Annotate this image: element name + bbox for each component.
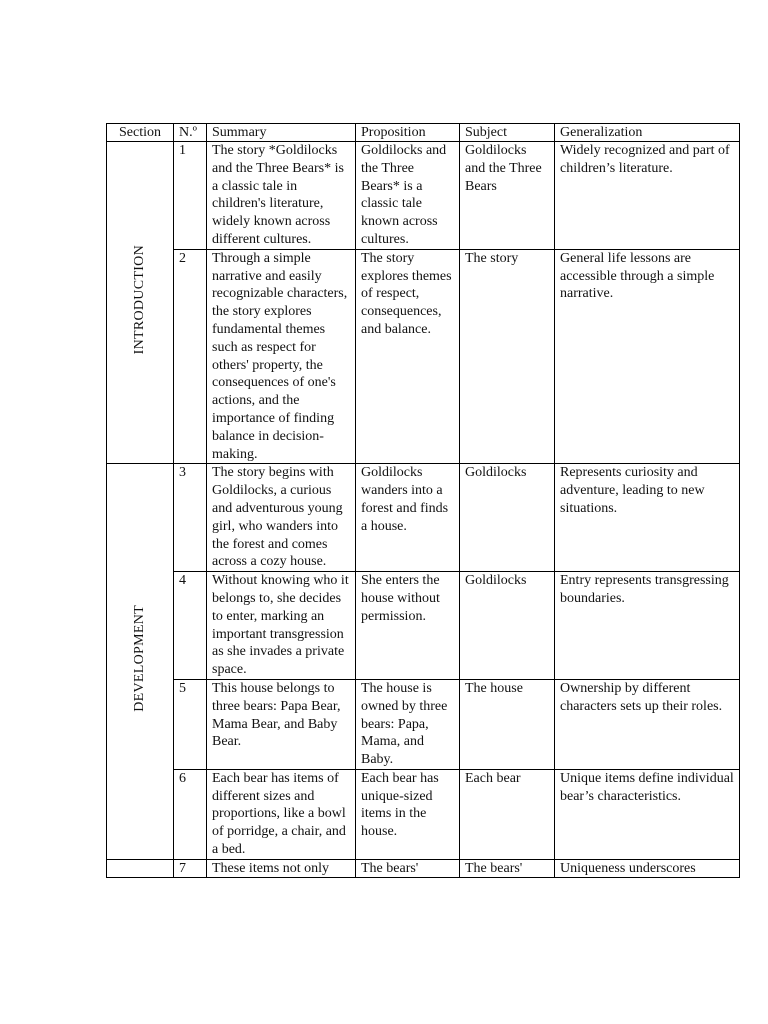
row-number: 4 (174, 572, 207, 680)
analysis-table (106, 123, 740, 878)
header-summary: Summary (207, 124, 356, 142)
row-number: 1 (174, 142, 207, 250)
table-row (107, 572, 740, 680)
summary-cell: The story *Goldilocks and the Three Bears* is a classic tale in children's literature, widely known across different cultures. (207, 142, 356, 250)
row-number: 7 (174, 859, 207, 877)
proposition-cell: The bears' (356, 859, 460, 877)
subject-cell: The story (460, 249, 555, 464)
row-number: 6 (174, 769, 207, 859)
table-row (107, 859, 740, 877)
subject-cell: Goldilocks and the Three Bears (460, 142, 555, 250)
section-cell-introduction (107, 142, 174, 464)
section-label: DEVELOPMENT (132, 605, 148, 713)
table-row (107, 464, 740, 572)
header-section: Section (107, 124, 174, 142)
row-number: 5 (174, 679, 207, 769)
row-number: 3 (174, 464, 207, 572)
summary-cell: This house belongs to three bears: Papa Bear, Mama Bear, and Baby Bear. (207, 679, 356, 769)
header-row (107, 124, 740, 142)
summary-cell: Each bear has items of different sizes and proportions, like a bowl of porridge, a chair, and a bed. (207, 769, 356, 859)
generalization-cell: Ownership by different characters sets up their roles. (555, 679, 740, 769)
proposition-cell: Goldilocks wanders into a forest and finds a house. (356, 464, 460, 572)
section-cell-development (107, 464, 174, 860)
proposition-cell: Each bear has unique-sized items in the house. (356, 769, 460, 859)
table-row (107, 142, 740, 250)
generalization-cell: Uniqueness underscores (555, 859, 740, 877)
header-number: N.º (174, 124, 207, 142)
proposition-cell: She enters the house without permission. (356, 572, 460, 680)
section-label: INTRODUCTION (132, 245, 148, 355)
generalization-cell: General life lessons are accessible through a simple narrative. (555, 249, 740, 464)
subject-cell: The bears' (460, 859, 555, 877)
summary-cell: The story begins with Goldilocks, a curious and adventurous young girl, who wanders into the forest and comes across a cozy house. (207, 464, 356, 572)
proposition-cell: The house is owned by three bears: Papa, Mama, and Baby. (356, 679, 460, 769)
proposition-cell: The story explores themes of respect, consequences, and balance. (356, 249, 460, 464)
header-subject: Subject (460, 124, 555, 142)
subject-cell: Each bear (460, 769, 555, 859)
header-generalization: Generalization (555, 124, 740, 142)
summary-cell: Without knowing who it belongs to, she decides to enter, marking an important transgression as she invades a private space. (207, 572, 356, 680)
header-proposition: Proposition (356, 124, 460, 142)
generalization-cell: Entry represents transgressing boundaries. (555, 572, 740, 680)
table-row (107, 769, 740, 859)
generalization-cell: Unique items define individual bear’s characteristics. (555, 769, 740, 859)
generalization-cell: Represents curiosity and adventure, leading to new situations. (555, 464, 740, 572)
section-cell-empty (107, 859, 174, 877)
generalization-cell: Widely recognized and part of children’s literature. (555, 142, 740, 250)
table-row (107, 679, 740, 769)
table-row (107, 249, 740, 464)
subject-cell: Goldilocks (460, 464, 555, 572)
subject-cell: Goldilocks (460, 572, 555, 680)
subject-cell: The house (460, 679, 555, 769)
proposition-cell: Goldilocks and the Three Bears* is a classic tale known across cultures. (356, 142, 460, 250)
summary-cell: These items not only (207, 859, 356, 877)
summary-cell: Through a simple narrative and easily recognizable characters, the story explores fundamental themes such as respect for others' property, the consequences of one's actions, and the importance of finding balance in decision-making. (207, 249, 356, 464)
row-number: 2 (174, 249, 207, 464)
